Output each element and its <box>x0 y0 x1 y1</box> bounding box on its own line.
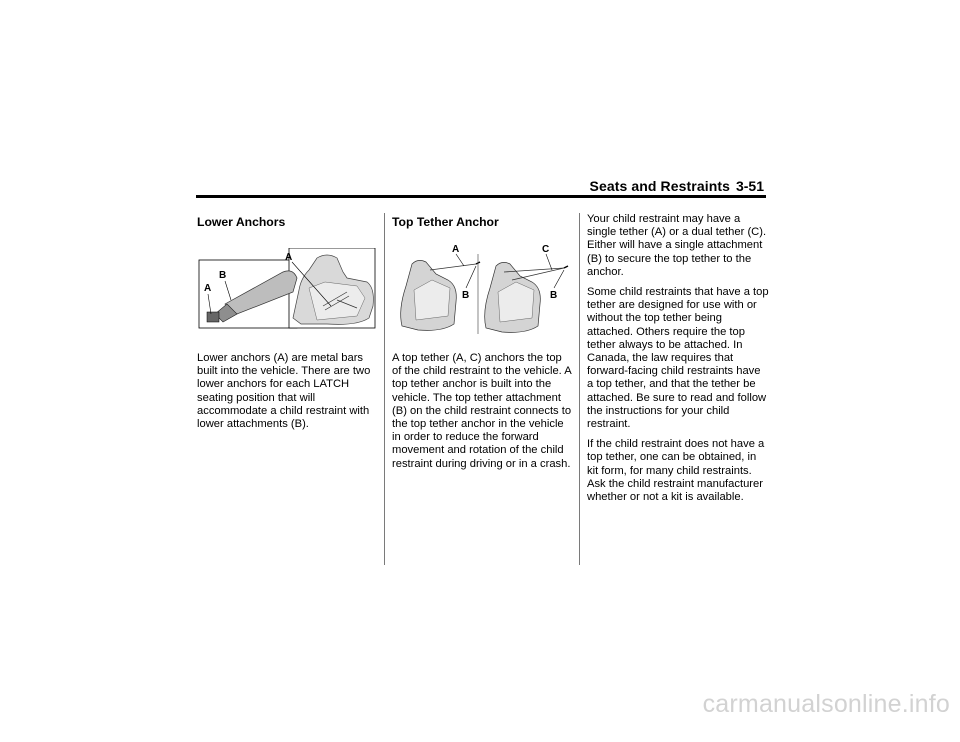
figure-label-c: C <box>542 244 550 255</box>
column-tether-details <box>587 213 769 511</box>
paragraph-tether-kit: If the child restraint does not have a top tether, one can be obtained, in kit form, for many child restraints. Ask the child restraint manufacturer whether or not a kit is available. <box>587 438 765 504</box>
section-title: Seats and Restraints <box>589 178 730 194</box>
lower-anchors-text <box>197 352 377 438</box>
figure-label-b: B <box>219 270 227 281</box>
column-lower-anchors <box>197 215 377 229</box>
paragraph-tether-types: Your child restraint may have a single tether (A) or a dual tether (C). Either will have a single attachment (B) to secure the top tether to the anchor. <box>587 213 767 278</box>
figure-label-b-right: B <box>550 290 558 301</box>
figure-label-b-left: B <box>462 290 470 301</box>
column-top-tether <box>392 215 574 229</box>
paragraph-lower-anchors: Lower anchors (A) are metal bars built into the vehicle. There are two lower anchors for each LATCH seating position that will accommodate a child restraint with lower attachments (B). <box>197 352 371 431</box>
column-divider-2 <box>579 213 580 565</box>
heading-lower-anchors: Lower Anchors <box>197 215 286 229</box>
top-tether-text <box>392 352 574 478</box>
header-rule <box>196 195 766 198</box>
paragraph-top-tether: A top tether (A, C) anchors the top of the child restraint to the vehicle. A top tether anchor is built into the vehicle. The top tether attachment (B) on the child restraint connects to the top tether anchor in the vehicle in order to reduce the forward movement and rotation of the child restraint during driving or in a crash. <box>392 352 572 470</box>
watermark: carmanualsonline.info <box>702 690 950 718</box>
paragraph-tether-requirements: Some child restraints that have a top tether are designed for use with or without the top tether being attached. Others require the top tether always to be attached. In Canada, the law requires that forward-facing child restraints have a top tether, and that the tether be attached. Be sure to read and follow the instructions for your child restraint. <box>587 286 769 431</box>
figure-label-a: A <box>452 244 460 255</box>
lower-anchors-illustration <box>197 248 377 332</box>
page-number: 3-51 <box>735 178 764 194</box>
figure-label-a-top: A <box>285 252 293 263</box>
heading-top-tether-anchor: Top Tether Anchor <box>392 215 499 229</box>
top-tether-illustration <box>392 240 574 336</box>
figure-label-a-left: A <box>204 283 212 294</box>
column-divider-1 <box>384 213 385 565</box>
